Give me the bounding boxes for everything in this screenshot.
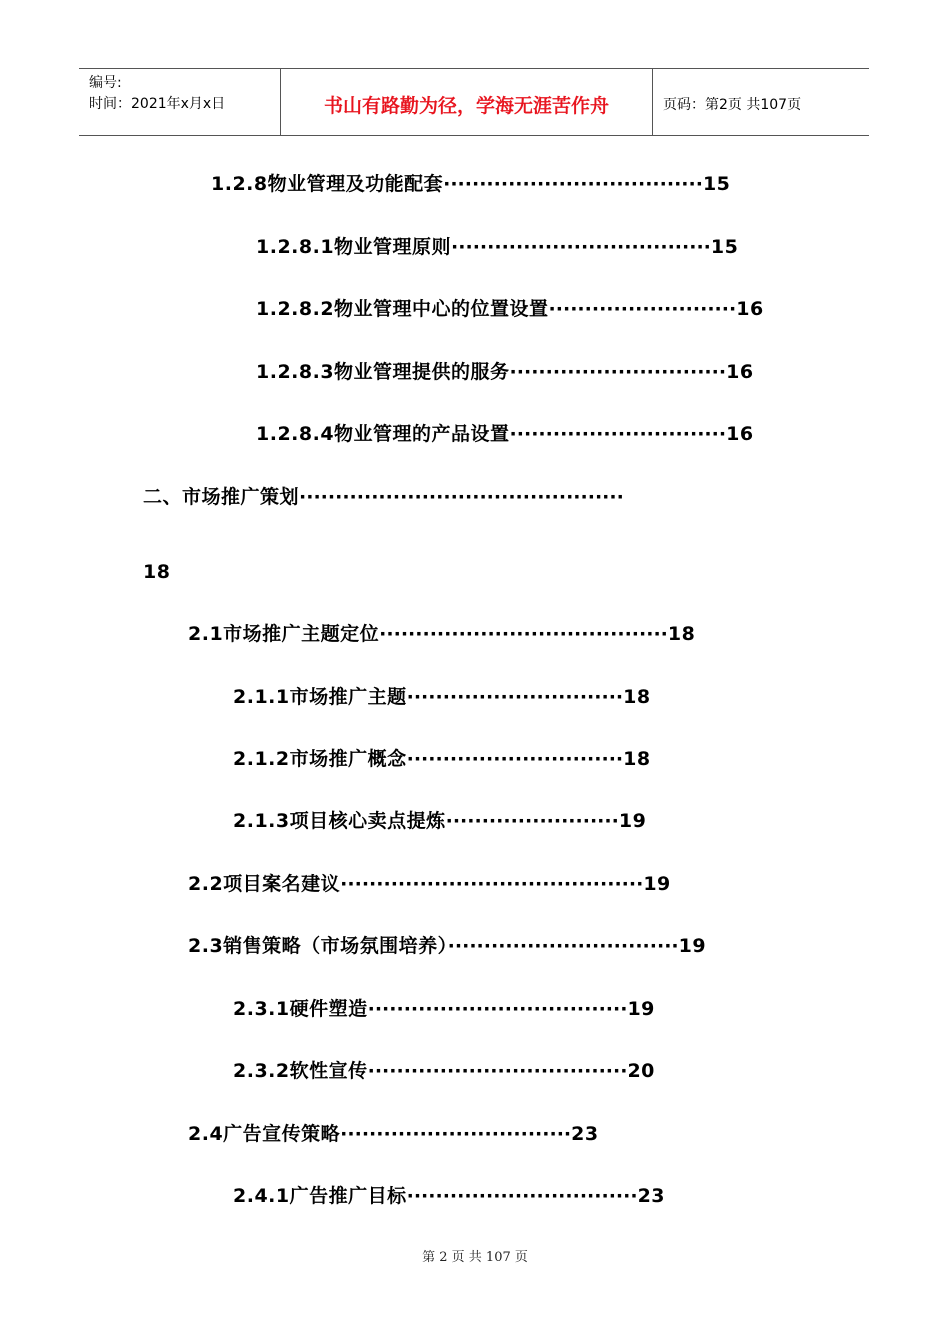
toc-entry-title: 二、市场推广策划 <box>143 486 300 508</box>
toc-entry[interactable] <box>256 359 754 385</box>
toc-entry[interactable] <box>188 933 706 959</box>
toc-entry[interactable] <box>233 1058 655 1084</box>
toc-entry-title: 2.1市场推广主题定位 <box>188 623 380 645</box>
toc-entry-leader: ········································ <box>379 623 668 645</box>
toc-entry[interactable] <box>143 559 170 585</box>
toc-entry-page: 15 <box>702 173 731 195</box>
toc-entry[interactable] <box>233 808 646 834</box>
toc-entry-leader: ···································· <box>367 1060 628 1082</box>
toc-entry-page: 19 <box>618 810 647 832</box>
toc-entry-title: 2.1.3项目核心卖点提炼 <box>233 810 446 832</box>
toc-entry-leader: ······························ <box>509 423 727 445</box>
toc-entry-title: 2.3.1硬件塑造 <box>233 998 368 1020</box>
toc-entry-leader: ························ <box>445 810 619 832</box>
toc-entry-title: 2.4.1广告推广目标 <box>233 1185 407 1207</box>
time-label: 时间：2021年x月x日 <box>89 96 226 112</box>
toc-entry[interactable] <box>188 1121 599 1147</box>
toc-entry-page: 19 <box>678 935 707 957</box>
page-footer: 第 2 页 共 107 页 <box>422 1250 528 1265</box>
toc-entry-leader: ······························ <box>406 686 624 708</box>
toc-entry-page: 19 <box>627 998 655 1020</box>
header-meta <box>79 69 281 135</box>
toc-entry[interactable] <box>256 234 738 260</box>
toc-entry-leader: ···································· <box>443 173 703 195</box>
toc-entry-page: 16 <box>726 423 754 445</box>
toc-entry-page: 18 <box>623 748 651 770</box>
toc-entry-leader: ···································· <box>451 236 711 258</box>
toc-entry-title: 1.2.8.4物业管理的产品设置 <box>256 423 510 445</box>
toc-entry-leader: ·········································· <box>340 873 644 895</box>
toc-entry-title: 2.4广告宣传策略 <box>188 1123 341 1145</box>
toc-entry[interactable] <box>188 871 671 897</box>
toc-entry-title: 2.1.2市场推广概念 <box>233 748 407 770</box>
toc-entry[interactable] <box>211 171 730 197</box>
toc-entry-leader: ································ <box>340 1123 572 1145</box>
toc-entry-page: 16 <box>736 298 764 320</box>
header-page-label: 页码：第2页 共107页 <box>663 97 802 113</box>
toc-entry-page: 23 <box>571 1123 599 1145</box>
header-motto: 书山有路勤为径，学海无涯苦作舟 <box>281 69 653 135</box>
toc-entry-page: 15 <box>710 236 739 258</box>
toc-entry-title: 1.2.8.2物业管理中心的位置设置 <box>256 298 549 320</box>
toc-entry[interactable] <box>256 421 754 447</box>
toc-entry-leader: ································ <box>447 935 679 957</box>
toc-entry-title: 2.1.1市场推广主题 <box>233 686 407 708</box>
toc-entry-leader: ······························ <box>509 361 727 383</box>
toc-entry-leader: ············································· <box>299 486 624 508</box>
toc-entry[interactable] <box>143 484 624 510</box>
toc-entry-page: 18 <box>623 686 651 708</box>
toc-entry[interactable] <box>233 1183 665 1209</box>
toc-entry-page: 19 <box>643 873 671 895</box>
toc-entry-page: 23 <box>637 1185 666 1207</box>
toc-entry-page: 18 <box>143 561 171 583</box>
toc-entry[interactable] <box>233 996 655 1022</box>
toc-entry-page: 18 <box>667 623 696 645</box>
toc-entry[interactable] <box>256 296 764 322</box>
toc-entry-leader: ···································· <box>367 998 628 1020</box>
toc-entry-title: 1.2.8物业管理及功能配套 <box>211 173 444 195</box>
toc-entry-leader: ·························· <box>548 298 737 320</box>
toc-entry-title: 1.2.8.3物业管理提供的服务 <box>256 361 510 383</box>
serial-label: 编号: <box>89 75 122 91</box>
toc-entry[interactable] <box>233 684 651 710</box>
page-header <box>79 68 869 136</box>
toc-entry[interactable] <box>233 746 651 772</box>
toc-entry-title: 1.2.8.1物业管理原则 <box>256 236 452 258</box>
toc-entry-title: 2.3.2软性宣传 <box>233 1060 368 1082</box>
toc-entry-page: 16 <box>726 361 754 383</box>
toc-entry[interactable] <box>188 621 695 647</box>
toc-entry-leader: ······························ <box>406 748 624 770</box>
toc-entry-title: 2.3销售策略（市场氛围培养） <box>188 935 448 957</box>
toc-entry-leader: ································ <box>406 1185 638 1207</box>
toc-entry-page: 20 <box>627 1060 655 1082</box>
toc-entry-title: 2.2项目案名建议 <box>188 873 341 895</box>
